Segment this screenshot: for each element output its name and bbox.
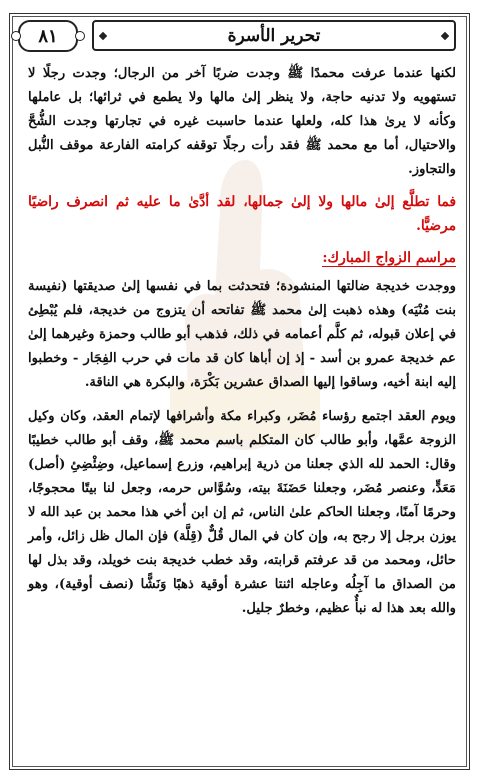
book-title-banner <box>92 20 456 51</box>
paragraph: ووجدت خديجة ضالتها المنشودة؛ فتحدثت بما في نفسها إلىٰ صديقتها (نفيسة بنت مُنْيَه) وهذه ذهبت إلىٰ محمد ﷺ تفاتحه أن يتزوج من خديجة، فلم يُبْطِئ في إعلان قبوله، ثم كلَّم أعمامه في ذلك، فذهب أبو طالب وحمزة وغيرهما إلىٰ عم خديجة عمرو بن أسد - إذ إن أباها كان قد مات في حرب الفِجَار - وخطبوا إليه ابنة أخيه، وساقوا إليها الصداق عشرين بَكْرَة، والبكرة هي الناقة. <box>28 279 456 390</box>
paragraph: لكنها عندما عرفت محمدًا ﷺ وجدت ضربًا آخر من الرجال؛ وجدت رجلًا لا تستهويه ولا تدنيه حاجة، ولا ينظر إلىٰ مالها ولا يطمع في ثرائها؛ بل عاملها وكأنه لا يرىٰ هذا كله، ولعلها عندما حاسبت غيره في تجارتها وجدت الشُّحَّ والاحتيال، أما مع محمد ﷺ فقد رأت رجلًا توقفه كرامته الفارعة موقف النُّبل والتجاوز. <box>28 66 456 177</box>
ornament-icon <box>99 31 107 39</box>
ornament-icon <box>441 31 449 39</box>
section-heading: مراسم الزواج المبارك: <box>322 250 456 266</box>
highlight-quote: فما تطلَّع إلىٰ مالها ولا إلىٰ جمالها، لقد أدَّىٰ ما عليه ثم انصرف راضيًا مرضيًّا. <box>28 194 456 234</box>
page-number: ٨١ <box>18 20 78 52</box>
page-header <box>12 16 468 52</box>
paragraph: ويوم العقد اجتمع رؤساء مُضَر، وكبراء مكة وأشرافها لإتمام العقد، وكان وكيل الزوجة عمَّها، وأبو طالب كان المتكلم باسم محمد ﷺ، وقف أبو طالب خطيبًا وقال: الحمد لله الذي جعلنا من ذرية إبراهيم، وزرع إسماعيل، وضِئْضِئِ (أصل) مَعَدٍّ، وعنصر مُضَر، وجعلنا حَضَنَةَ بيته، وسُوَّاس حرمه، وجعل لنا بيتًا محجوجًا، وحرمًا آمنًا، وجعلنا الحاكم علىٰ الناس، ثم إن ابن أخي هذا محمد بن عبد الله لا يوزن برجل إلا رجح به، وإن كان في المال قُلٌّ (قِلَّة) فإن المال ظل زائل، وأمر حائل، ومحمد من قد عرفتم قرابته، وقد خطب خديجة بنت خويلد، وقد بذل لها من الصداق ما آجِلُه وعاجله اثنتا عشرة أوقية ذهبًا وَنَشًّا (نصف أوقية)، وهو والله بعد هذا له نبأٌ عظيم، وخطرٌ جليل. <box>28 409 456 616</box>
page-body <box>28 62 456 621</box>
book-title: تحرير الأسرة <box>227 25 321 46</box>
